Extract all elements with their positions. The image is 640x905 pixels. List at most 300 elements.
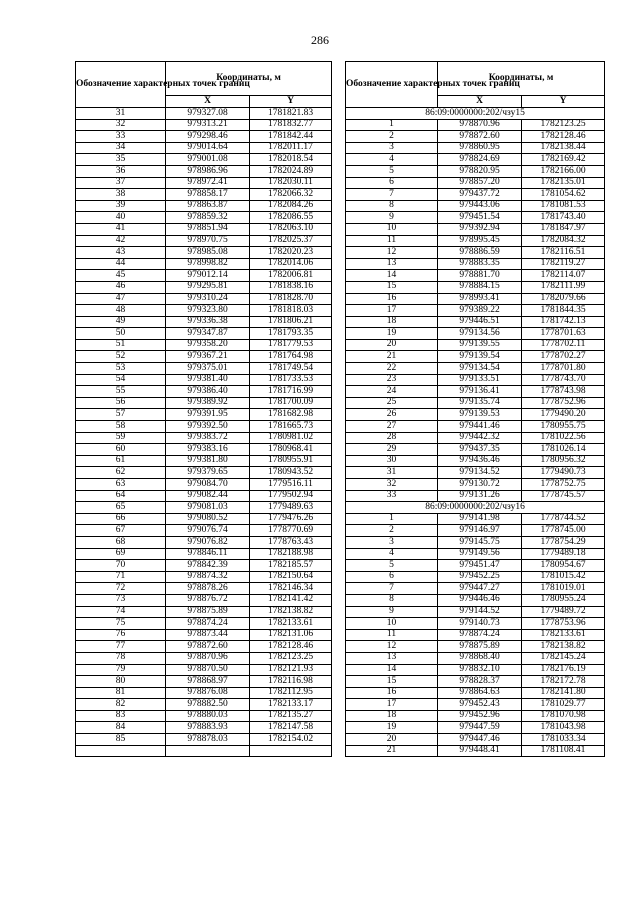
table-row: [346, 676, 605, 688]
point-id: 15: [346, 676, 438, 688]
point-id: 7: [346, 189, 438, 201]
table-row: [346, 699, 605, 711]
coord-y: 1779489.63: [250, 502, 332, 514]
table-row: [76, 177, 332, 189]
table-row: [346, 177, 605, 189]
table-row: [76, 270, 332, 282]
coord-x: 979082.44: [166, 490, 250, 502]
table-row: [346, 142, 605, 154]
table-row: [76, 548, 332, 560]
coord-y: 1781838.16: [250, 281, 332, 293]
header-label: Обозначение характерных точек границ: [346, 62, 438, 108]
section-title: 86:09:0000000:202/чзу16: [346, 502, 605, 514]
point-id: 60: [76, 444, 166, 456]
header-y: Y: [250, 96, 332, 108]
point-id: 17: [346, 699, 438, 711]
coord-y: 1782138.82: [522, 641, 605, 653]
point-id: 77: [76, 641, 166, 653]
coord-y: 1782006.81: [250, 270, 332, 282]
point-id: 19: [346, 328, 438, 340]
table-row: [76, 594, 332, 606]
right-coordinates-table: [345, 61, 605, 757]
point-id: 36: [76, 165, 166, 177]
coord-x: 978881.70: [438, 270, 522, 282]
point-id: 69: [76, 548, 166, 560]
table-row: [76, 212, 332, 224]
point-id: 52: [76, 351, 166, 363]
table-row: [346, 629, 605, 641]
coord-x: 978860.95: [438, 142, 522, 154]
point-id: 64: [76, 490, 166, 502]
coord-x: 979298.46: [166, 131, 250, 143]
coord-y: 1782116.51: [522, 247, 605, 259]
coord-y: 1779502.94: [250, 490, 332, 502]
page-number: 286: [311, 33, 329, 47]
coord-x: 978872.60: [166, 641, 250, 653]
coord-y: 1782133.61: [250, 618, 332, 630]
coord-x: 978863.87: [166, 200, 250, 212]
coord-y: 1778743.98: [522, 386, 605, 398]
coord-x: 979379.65: [166, 467, 250, 479]
coord-y: 1778763.43: [250, 536, 332, 548]
point-id: 13: [346, 258, 438, 270]
coord-x: 979149.56: [438, 548, 522, 560]
table-row: [76, 189, 332, 201]
coord-y: 1782111.99: [522, 281, 605, 293]
table-row: [346, 525, 605, 537]
table-row: [346, 432, 605, 444]
point-id: 81: [76, 687, 166, 699]
point-id: 7: [346, 583, 438, 595]
coord-x: 978859.32: [166, 212, 250, 224]
point-id: 5: [346, 165, 438, 177]
coord-x: 978970.75: [166, 235, 250, 247]
coord-x: 978820.95: [438, 165, 522, 177]
point-id: 39: [76, 200, 166, 212]
point-id: 19: [346, 722, 438, 734]
table-row: [346, 536, 605, 548]
table-row: [76, 339, 332, 351]
header-x: X: [438, 96, 522, 108]
coord-y: 1781029.77: [522, 699, 605, 711]
coord-x: 978842.39: [166, 560, 250, 572]
table-row: [346, 479, 605, 491]
coord-y: 1781015.42: [522, 571, 605, 583]
table-row: [76, 525, 332, 537]
coord-x: 979310.24: [166, 293, 250, 305]
table-row: [346, 397, 605, 409]
coord-y: 1778753.96: [522, 618, 605, 630]
table-row: [346, 374, 605, 386]
point-id: 49: [76, 316, 166, 328]
header-y: Y: [522, 96, 605, 108]
point-id: 34: [76, 142, 166, 154]
coord-y: 1781806.21: [250, 316, 332, 328]
right-table-body: [346, 108, 605, 757]
coord-x: 979131.26: [438, 490, 522, 502]
coord-x: 979367.21: [166, 351, 250, 363]
table-row: [76, 710, 332, 722]
coord-y: 1781043.98: [522, 722, 605, 734]
coord-x: 978828.37: [438, 676, 522, 688]
coord-x: 978857.20: [438, 177, 522, 189]
coord-y: 1781700.09: [250, 397, 332, 409]
table-row: [346, 664, 605, 676]
coord-x: 978868.40: [438, 652, 522, 664]
coord-y: 1781716.99: [250, 386, 332, 398]
coord-x: 979295.81: [166, 281, 250, 293]
table-row: [346, 687, 605, 699]
coord-x: 978878.03: [166, 734, 250, 746]
coord-x: 979437.35: [438, 444, 522, 456]
point-id: 17: [346, 305, 438, 317]
left-coordinates-table: [75, 61, 332, 757]
table-row: [346, 467, 605, 479]
coord-y: 1782135.01: [522, 177, 605, 189]
point-id: 37: [76, 177, 166, 189]
coord-y: 1780954.67: [522, 560, 605, 572]
table-row: [76, 560, 332, 572]
table-row: [76, 479, 332, 491]
table-row: [346, 490, 605, 502]
coord-x: 979134.56: [438, 328, 522, 340]
coord-y: 1782063.10: [250, 223, 332, 235]
coord-y: 1781742.13: [522, 316, 605, 328]
coord-y: 1781779.53: [250, 339, 332, 351]
point-id: 68: [76, 536, 166, 548]
coord-y: 1782030.11: [250, 177, 332, 189]
coord-y: 1782141.42: [250, 594, 332, 606]
point-id: 71: [76, 571, 166, 583]
coord-x: 978875.89: [166, 606, 250, 618]
coord-y: 1782020.23: [250, 247, 332, 259]
coord-x: 979136.41: [438, 386, 522, 398]
coord-x: 979014.64: [166, 142, 250, 154]
point-id: 65: [76, 502, 166, 514]
point-id: 33: [346, 490, 438, 502]
coord-x: 978995.45: [438, 235, 522, 247]
coord-x: 979130.72: [438, 479, 522, 491]
coord-y: 1782146.34: [250, 583, 332, 595]
table-row: [76, 328, 332, 340]
point-id: 2: [346, 525, 438, 537]
table-row: [76, 108, 332, 120]
table-row: [346, 165, 605, 177]
coord-x: 978882.50: [166, 699, 250, 711]
point-id: 18: [346, 316, 438, 328]
coord-y: 1782147.58: [250, 722, 332, 734]
table-row: [76, 223, 332, 235]
point-id: 35: [76, 154, 166, 166]
coord-y: 1782128.46: [250, 641, 332, 653]
table-row: [346, 363, 605, 375]
point-id: 48: [76, 305, 166, 317]
coord-y: 1781743.40: [522, 212, 605, 224]
point-id: 13: [346, 652, 438, 664]
coord-y: 1778701.63: [522, 328, 605, 340]
coord-x: 979437.72: [438, 189, 522, 201]
coord-y: 1778752.75: [522, 479, 605, 491]
table-row: [346, 548, 605, 560]
coord-x: 979084.70: [166, 479, 250, 491]
coord-x: 979452.43: [438, 699, 522, 711]
coord-x: 979146.97: [438, 525, 522, 537]
table-row: [346, 223, 605, 235]
table-row: [76, 618, 332, 630]
coord-x: 979081.03: [166, 502, 250, 514]
coord-x: 978851.94: [166, 223, 250, 235]
coord-x: 979144.52: [438, 606, 522, 618]
point-id: 22: [346, 363, 438, 375]
coord-x: 979446.46: [438, 594, 522, 606]
point-id: 15: [346, 281, 438, 293]
coord-x: 979447.46: [438, 734, 522, 746]
table-row: [76, 722, 332, 734]
coord-x: 979139.53: [438, 409, 522, 421]
coord-y: 1782123.25: [522, 119, 605, 131]
header-coords: Координаты, м: [166, 62, 332, 96]
point-id: 78: [76, 652, 166, 664]
table-row: [346, 606, 605, 618]
point-id: 54: [76, 374, 166, 386]
point-id: 76: [76, 629, 166, 641]
coord-x: 978972.41: [166, 177, 250, 189]
table-row: [76, 745, 332, 757]
coord-y: 1779489.72: [522, 606, 605, 618]
table-row: [346, 270, 605, 282]
point-id: 5: [346, 560, 438, 572]
coord-x: 978998.82: [166, 258, 250, 270]
table-row: [346, 235, 605, 247]
table-row: [76, 409, 332, 421]
coord-x: 979383.72: [166, 432, 250, 444]
coord-x: 978868.97: [166, 676, 250, 688]
coord-y: 1781019.01: [522, 583, 605, 595]
coord-y: 1781682.98: [250, 409, 332, 421]
coord-y: 1781022.56: [522, 432, 605, 444]
coord-y: 1782114.07: [522, 270, 605, 282]
coord-x: 978884.15: [438, 281, 522, 293]
table-row: [76, 316, 332, 328]
table-row: [346, 258, 605, 270]
table-row: [346, 652, 605, 664]
table-row: [76, 281, 332, 293]
point-id: 59: [76, 432, 166, 444]
coord-x: 979441.46: [438, 421, 522, 433]
table-row: [76, 467, 332, 479]
point-id: 45: [76, 270, 166, 282]
point-id: 82: [76, 699, 166, 711]
coord-y: 1780955.91: [250, 455, 332, 467]
coord-x: 979076.74: [166, 525, 250, 537]
point-id: 46: [76, 281, 166, 293]
table-row: [346, 583, 605, 595]
point-id: 67: [76, 525, 166, 537]
table-row: [76, 571, 332, 583]
coord-x: 979381.40: [166, 374, 250, 386]
table-row: [76, 351, 332, 363]
point-id: 12: [346, 247, 438, 259]
coord-x: 978883.93: [166, 722, 250, 734]
table-row: [76, 235, 332, 247]
coord-x: 978883.35: [438, 258, 522, 270]
point-id: 6: [346, 177, 438, 189]
table-row: [346, 131, 605, 143]
point-id: 28: [346, 432, 438, 444]
point-id: 23: [346, 374, 438, 386]
table-row: [76, 131, 332, 143]
table-row: [76, 536, 332, 548]
coord-y: 1782133.17: [250, 699, 332, 711]
left-table-body: [76, 108, 332, 757]
coord-y: 1781832.77: [250, 119, 332, 131]
coord-x: 979012.14: [166, 270, 250, 282]
coord-x: 978874.24: [438, 629, 522, 641]
coord-x: 978993.41: [438, 293, 522, 305]
coord-y: 1782018.54: [250, 154, 332, 166]
coord-y: 1778743.70: [522, 374, 605, 386]
table-row: [346, 594, 605, 606]
point-id: 30: [346, 455, 438, 467]
table-row: [346, 119, 605, 131]
coord-y: 1781793.35: [250, 328, 332, 340]
point-id: 11: [346, 629, 438, 641]
table-row: [346, 212, 605, 224]
table-row: [76, 293, 332, 305]
point-id: 41: [76, 223, 166, 235]
point-id: 25: [346, 397, 438, 409]
coord-y: 1782133.61: [522, 629, 605, 641]
header-coords: Координаты, м: [438, 62, 605, 96]
coord-y: 1782079.66: [522, 293, 605, 305]
coord-y: 1781749.54: [250, 363, 332, 375]
coord-x: 978824.69: [438, 154, 522, 166]
point-id: 12: [346, 641, 438, 653]
table-row: [76, 664, 332, 676]
coord-y: 1782169.42: [522, 154, 605, 166]
coord-y: 1782066.32: [250, 189, 332, 201]
coord-y: 1782154.02: [250, 734, 332, 746]
coord-y: 1782116.98: [250, 676, 332, 688]
table-row: [346, 409, 605, 421]
coord-x: 978876.08: [166, 687, 250, 699]
table-row: [76, 247, 332, 259]
coord-x: 979392.94: [438, 223, 522, 235]
point-id: 42: [76, 235, 166, 247]
coord-x: 979134.54: [438, 363, 522, 375]
point-id: 14: [346, 664, 438, 676]
point-id: 73: [76, 594, 166, 606]
point-id: 47: [76, 293, 166, 305]
coord-x: 979389.22: [438, 305, 522, 317]
coord-y: 1782145.24: [522, 652, 605, 664]
coord-x: 979391.95: [166, 409, 250, 421]
point-id: 9: [346, 212, 438, 224]
coord-x: 979133.51: [438, 374, 522, 386]
coord-y: 1782123.25: [250, 652, 332, 664]
point-id: 61: [76, 455, 166, 467]
coord-y: 1782176.19: [522, 664, 605, 676]
coord-x: 979452.96: [438, 710, 522, 722]
table-row: [76, 432, 332, 444]
table-row: [76, 676, 332, 688]
coord-x: 978876.72: [166, 594, 250, 606]
table-row: [346, 293, 605, 305]
table-row: [346, 154, 605, 166]
point-id: 20: [346, 734, 438, 746]
table-row: [346, 339, 605, 351]
point-id: 62: [76, 467, 166, 479]
table-row: [346, 247, 605, 259]
table-row: [346, 641, 605, 653]
coord-x: 979447.59: [438, 722, 522, 734]
coord-x: 979358.20: [166, 339, 250, 351]
coord-y: 1782131.06: [250, 629, 332, 641]
coord-y: 1778745.00: [522, 525, 605, 537]
coord-y: 1781733.53: [250, 374, 332, 386]
point-id: 8: [346, 200, 438, 212]
coord-x: 979145.75: [438, 536, 522, 548]
table-row: [76, 502, 332, 514]
coord-y: 1782172.78: [522, 676, 605, 688]
table-row: [76, 606, 332, 618]
table-row: [76, 490, 332, 502]
coord-x: 978874.24: [166, 618, 250, 630]
table-row: [346, 200, 605, 212]
point-id: 38: [76, 189, 166, 201]
coord-y: 1781818.03: [250, 305, 332, 317]
coord-y: 1782014.06: [250, 258, 332, 270]
table-row: [76, 165, 332, 177]
point-id: 53: [76, 363, 166, 375]
coord-y: 1781847.97: [522, 223, 605, 235]
coord-y: 1779489.18: [522, 548, 605, 560]
point-id: 8: [346, 594, 438, 606]
table-row: [346, 618, 605, 630]
point-id: 84: [76, 722, 166, 734]
coord-x: 979381.80: [166, 455, 250, 467]
coord-x: [166, 745, 250, 757]
table-row: [76, 142, 332, 154]
coord-x: 978986.96: [166, 165, 250, 177]
coord-x: 978872.60: [438, 131, 522, 143]
point-id: 21: [346, 745, 438, 757]
table-row: [346, 560, 605, 572]
point-id: 24: [346, 386, 438, 398]
coord-y: 1782119.27: [522, 258, 605, 270]
coord-x: 978886.59: [438, 247, 522, 259]
coord-x: 979447.27: [438, 583, 522, 595]
table-row: [76, 421, 332, 433]
point-id: 50: [76, 328, 166, 340]
coord-y: 1780956.32: [522, 455, 605, 467]
coord-y: 1782084.26: [250, 200, 332, 212]
coord-x: 979446.51: [438, 316, 522, 328]
coord-y: 1779490.73: [522, 467, 605, 479]
coord-y: 1780955.24: [522, 594, 605, 606]
coord-x: 979140.73: [438, 618, 522, 630]
coord-x: 979347.87: [166, 328, 250, 340]
coord-x: 979135.74: [438, 397, 522, 409]
point-id: 3: [346, 536, 438, 548]
coord-y: 1781842.44: [250, 131, 332, 143]
point-id: 10: [346, 618, 438, 630]
point-id: 33: [76, 131, 166, 143]
coord-x: 978846.11: [166, 548, 250, 560]
table-row: [76, 200, 332, 212]
section-title: 86:09:0000000:202/чзу15: [346, 108, 605, 120]
point-id: 44: [76, 258, 166, 270]
